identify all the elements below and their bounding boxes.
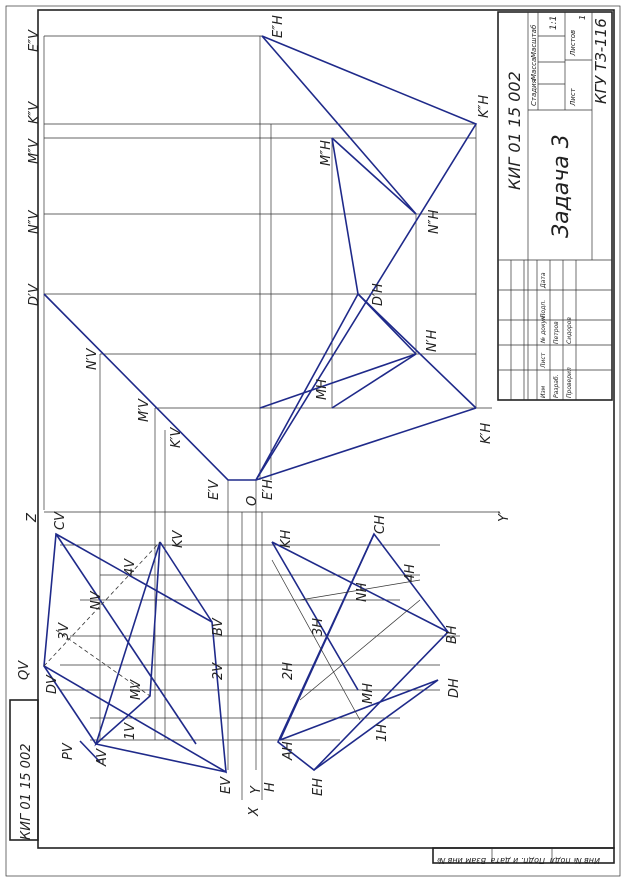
label-3v: 3V: [57, 622, 72, 640]
point-labels: [17, 15, 512, 817]
label-Bh: BH: [445, 625, 460, 644]
sheet-label: Лист: [569, 88, 577, 106]
title-task: Задача 3: [549, 134, 574, 238]
label-Mv-mid: M′V: [137, 398, 152, 422]
label-Qv: QV: [17, 660, 32, 680]
label-Eh: EH: [311, 778, 326, 796]
side-stamp: [10, 700, 38, 840]
sheets-label: Листов: [569, 29, 577, 56]
label-Bv: BV: [211, 618, 226, 636]
label-Nv-mid: N′V: [85, 348, 100, 370]
scale-value: 1:1: [549, 15, 559, 30]
label-Nv: NV: [89, 591, 104, 610]
label-Kv-top: K″V: [27, 101, 42, 124]
hdr-data: Дата: [540, 272, 547, 288]
label-Kv-mid: K′V: [169, 427, 184, 448]
label-Ch: CH: [373, 515, 388, 534]
label-X: X: [247, 807, 262, 816]
label-4h: 4H: [403, 563, 418, 582]
label-Y: Y: [249, 786, 264, 794]
label-Nh: NH: [355, 582, 370, 602]
prover-name: Сидоров: [566, 317, 573, 344]
label-2v: 2V: [211, 662, 226, 680]
side-stamp-code: КИГ 01 15 002: [19, 743, 34, 840]
label-Ev: EV: [219, 776, 234, 794]
title-doc-code: КИГ 01 15 002: [505, 71, 524, 190]
prover-label: Проверил: [566, 367, 573, 398]
label-3h: 3H: [311, 617, 326, 636]
horizontal-projection: [272, 534, 448, 770]
hdr-podp: Подп.: [540, 299, 547, 318]
label-Mh-top: M″H: [319, 140, 334, 166]
label-Nh-top: N″H: [427, 209, 442, 234]
label-Pv: PV: [61, 743, 76, 760]
inv-podl-label: Инв № подл: [549, 856, 600, 865]
label-Dv-top: D′V: [27, 284, 42, 306]
label-Ev-top: E″V: [27, 30, 42, 52]
hdr-izm: Изм: [540, 385, 547, 398]
label-Kv: KV: [171, 530, 186, 548]
sheets-value: 1: [578, 14, 587, 20]
label-Z: Z: [25, 513, 40, 522]
title-block: [498, 12, 612, 400]
bottom-strip: [433, 848, 614, 865]
podp-data-label: Подп. и дата: [490, 856, 545, 865]
razrab-name: Петров: [553, 321, 560, 344]
label-Mh: MH: [361, 683, 376, 704]
label-Kh-mid: K′H: [479, 422, 494, 444]
hdr-docnum: № докум.: [540, 313, 547, 343]
label-Dh: DH: [447, 678, 462, 698]
label-Ah: AH: [281, 741, 296, 760]
label-2h: 2H: [281, 661, 296, 680]
label-Kh: KH: [279, 529, 294, 548]
label-Cv: CV: [53, 512, 68, 530]
label-Nh-mid: N′H: [425, 329, 440, 352]
col-stadia: Стадия: [530, 79, 538, 106]
label-Kh-top: K″H: [477, 94, 492, 118]
label-1h: 1H: [375, 723, 390, 742]
label-Av: AV: [95, 748, 110, 766]
label-Y1: Y′: [497, 511, 512, 522]
label-Eh-mid: E′H: [261, 479, 276, 500]
label-4v: 4V: [123, 558, 138, 576]
col-massa: Масса: [530, 57, 538, 80]
label-Mv-top: M″V: [27, 139, 42, 164]
label-Mv: MV: [129, 679, 144, 700]
col-masshtab: Масштаб: [530, 24, 538, 58]
hdr-list: Лист: [540, 352, 547, 368]
label-Mh-mid: MH: [315, 379, 330, 400]
razrab-label: Разраб.: [553, 374, 560, 398]
label-O: O: [245, 495, 260, 506]
label-Dv: DV: [45, 675, 60, 694]
label-Nv-top: N″V: [27, 210, 42, 234]
vzam-inv-label: Взам инв №: [436, 856, 486, 865]
label-H: H: [263, 782, 278, 792]
label-Eh-top: E″H: [271, 15, 286, 38]
title-org: КГУ ТЗ-116: [592, 18, 610, 104]
label-Dh-mid: D′H: [371, 283, 386, 306]
label-Ev-mid: E′V: [207, 479, 222, 500]
label-1v: 1V: [123, 722, 138, 740]
